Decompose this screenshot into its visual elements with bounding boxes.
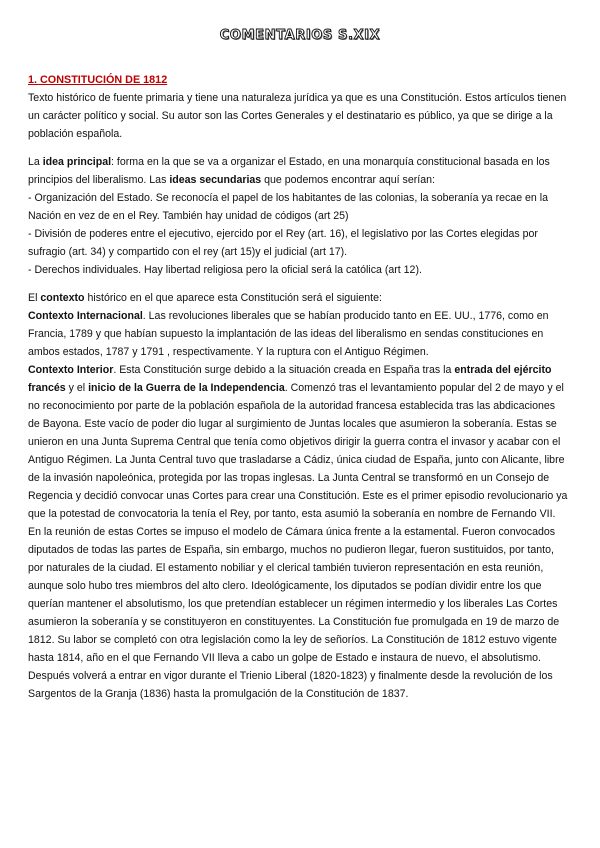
contexto-interior-text-2: y el [65, 382, 89, 394]
contexto-interior-paragraph [28, 361, 568, 703]
ideas-secundarias-text: que podemos encontrar aquí serían: [261, 174, 435, 186]
contexto-label: contexto [40, 292, 85, 304]
entrada-ejercito-frances: entrada del ejército francés [28, 364, 552, 394]
page-title: COMENTARIOS S.XIX [219, 28, 381, 43]
ideas-secundarias-label: ideas secundarias [169, 174, 262, 186]
list-item: - Organización del Estado. Se reconocía el papel de los habitantes de las colonias, la soberanía ya recae en la Nación en vez de en el Rey. También hay unidad de códigos (art 25) [28, 192, 549, 222]
contexto-interior-label: Contexto Interior [28, 364, 114, 376]
idea-principal-label: idea principal [42, 156, 112, 168]
ideas-lead: La [28, 156, 43, 168]
contexto-internacional-text: . Las revoluciones liberales que se habían producido tanto en EE. UU., 1776, como en Francia, 1789 y que habían supuesto la implantación de las ideas del liberalismo en sendas constituciones en ambos estados, 1787 y 1791 , respectivamente. Y la ruptura con el Antiguo Régimen. [28, 310, 549, 358]
intro-paragraph: Texto histórico de fuente primaria y tiene una naturaleza jurídica ya que es una Constitución. Estos artículos tienen un carácter político y social. Su autor son las Cortes Generales y el destinatario es público, ya que se dirige a la población española. [28, 92, 567, 140]
inicio-guerra-independencia: inicio de la Guerra de la Independencia [88, 382, 285, 394]
ideas-paragraph [28, 153, 568, 189]
contexto-lead: El [28, 292, 41, 304]
contexto-text: histórico en el que aparece esta Constitución será el siguiente: [84, 292, 382, 304]
contexto-paragraph [28, 289, 568, 307]
contexto-internacional-paragraph [28, 307, 568, 361]
document-body [28, 71, 568, 703]
contexto-interior-text-3: . Comenzó tras el levantamiento popular del 2 de mayo y el no reconocimiento por parte de la población española de la autoridad francesa establecida tras las abdicaciones de Bayona. Este vacío de poder dio lugar al surgimiento de Juntas locales que asumieron la soberanía. Estas se unieron en una Junta Suprema Central que tenía como objetivos dirigir la guerra contra el invasor y acabar con el Antiguo Régimen. La Junta Central tuvo que trasladarse a Cádiz, única ciudad de España, junto con Alicante, libre de la invasión napoleónica, protegida por las tropas inglesas. La Junta Central se transformó en un Consejo de Regencia y decidió convocar unas Cortes para crear una Constitución. Este es el primer episodio revolucionario ya que la potestad de convocatoria la tenía el Rey, por tanto, esta asumió la soberanía en nombre de Fernando VII. En la reunión de estas Cortes se impuso el modelo de Cámara única frente a la estamental. Fueron convocados diputados de todas las partes de España, sin embargo, muchos no pudieron llegar, fueron sustituidos, por tanto, por naturales de la ciudad. El estamento nobiliar y el clerical también tuvieron representación en esta reunión, aunque solo hubo tres miembros del alto clero. Ideológicamente, los diputados se podían dividir entre los que querían mantener el absolutismo, los que pretendían establecer un régimen intermedio y los liberales Las Cortes asumieron la soberanía y se constituyeron en constituyentes. La Constitución fue promulgada en 19 de marzo de 1812. Su labor se completó con otra legislación como la ley de señoríos. La Constitución de 1812 estuvo vigente hasta 1814, año en el que Fernando VII lleva a cabo un golpe de Estado e instaura de nuevo, el absolutismo. Después volverá a entrar en vigor durante el Trienio Liberal (1820-1823) y finalmente desde la revolución de los Sargentos de la Granja (1836) hasta la promulgación de la Constitución de 1837. [28, 382, 568, 700]
section-heading: 1. CONSTITUCIÓN DE 1812 [28, 74, 168, 86]
contexto-internacional-label: Contexto Internacional [28, 310, 143, 322]
idea-principal-text: : forma en la que se va a organizar el Estado, en una monarquía constitucional basada en los principios del liberalismo. Las [28, 156, 550, 186]
list-item: - Derechos individuales. Hay libertad religiosa pero la oficial será la católica (art 12). [28, 264, 422, 276]
contexto-interior-text-1: . Esta Constitución surge debido a la situación creada en España tras la [113, 364, 455, 376]
list-item: - División de poderes entre el ejecutivo, ejercido por el Rey (art. 16), el legislativo por las Cortes elegidas por sufragio (art. 34) y compartido con el rey (art 15)y el judicial (art 17). [28, 228, 538, 258]
